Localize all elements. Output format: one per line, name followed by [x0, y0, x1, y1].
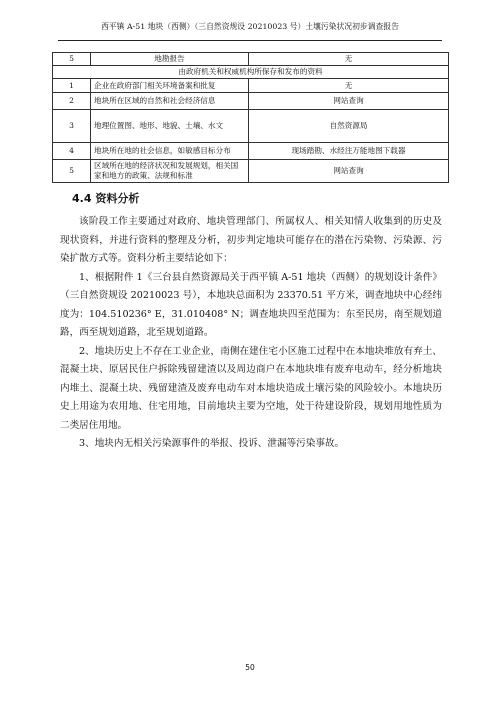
row-source: 无: [249, 79, 449, 93]
paragraph: 1、根据附件 1《三台县自然资源局关于西平镇 A-51 地块（西侧）的规划设计条件》（三自然资规设 20210023 号），本地块总面积为 23370.51 平方米，调查地块中心经纬度为：104.510236° E，31.010408° N；调查地块四至范围为：东至民房，南至规划道路，西至规划道路，北至规划道路。: [60, 271, 442, 338]
row-number: 5: [53, 160, 91, 183]
row-item: 地块所在地的社会信息，如敏感目标分布: [91, 143, 249, 160]
data-source-table: [52, 52, 449, 183]
table-row: [53, 160, 449, 183]
paragraph: 3、地块内无相关污染源事件的举报、投诉、泄漏等污染事故。: [79, 438, 345, 449]
row-item: 地勘报告: [91, 53, 249, 66]
section-body: [60, 213, 442, 454]
section-heading: 4.4 资料分析: [72, 192, 140, 205]
page-number: 50: [245, 663, 255, 672]
row-item: 区域所在地的经济状况和发展规划，相关国家和地方的政策、法规和标准: [91, 160, 249, 183]
paragraph: 2、地块历史上不存在工业企业，南侧在建住宅小区施工过程中在本地块堆放有弃土、混凝土块、原居民住户拆除残留建渣以及周边商户在本地块堆有废弃电动车，经分析地块内堆土、混凝土块、残留建渣及废弃电动车对本地块造成土壤污染的风险较小。本地块历史上用途为农用地、住宅用地，目前地块主要为空地，处于待建设阶段，规划用地性质为二类居住用地。: [60, 345, 442, 431]
table-row: [53, 53, 449, 66]
row-source: 网站查询: [249, 93, 449, 110]
row-number: 3: [53, 110, 91, 143]
table-row: [53, 143, 449, 160]
table-row: [53, 79, 449, 93]
row-source: 无: [249, 53, 449, 66]
row-item: 企业在政府部门相关环境备案和批复: [91, 79, 249, 93]
row-number: 1: [53, 79, 91, 93]
section-label: 由政府机关和权威机构所保存和发布的资料: [53, 66, 449, 79]
row-number: 5: [53, 53, 91, 66]
row-item: 地理位置图、地形、地貌、土壤、水文: [91, 110, 249, 143]
table-section-row: [53, 66, 449, 79]
page-header: 西平镇 A-51 地块（西侧）（三自然资规设 20210023 号）土壤污染状况初步调查报告: [58, 14, 442, 41]
row-number: 2: [53, 93, 91, 110]
paragraph: 该阶段工作主要通过对政府、地块管理部门、所属权人、相关知情人收集到的历史及现状资料，并进行资料的整理及分析，初步判定地块可能存在的潜在污染物、污染源、污染扩散方式等。资料分析主要结论如下：: [60, 216, 442, 264]
table-row: [53, 110, 449, 143]
row-source: 自然资源局: [249, 110, 449, 143]
table-row: [53, 93, 449, 110]
row-item: 地块所在区域的自然和社会经济信息: [91, 93, 249, 110]
row-source: 网站查询: [249, 160, 449, 183]
row-source: 现场踏勘、水经注万能地图下载器: [249, 143, 449, 160]
row-number: 4: [53, 143, 91, 160]
